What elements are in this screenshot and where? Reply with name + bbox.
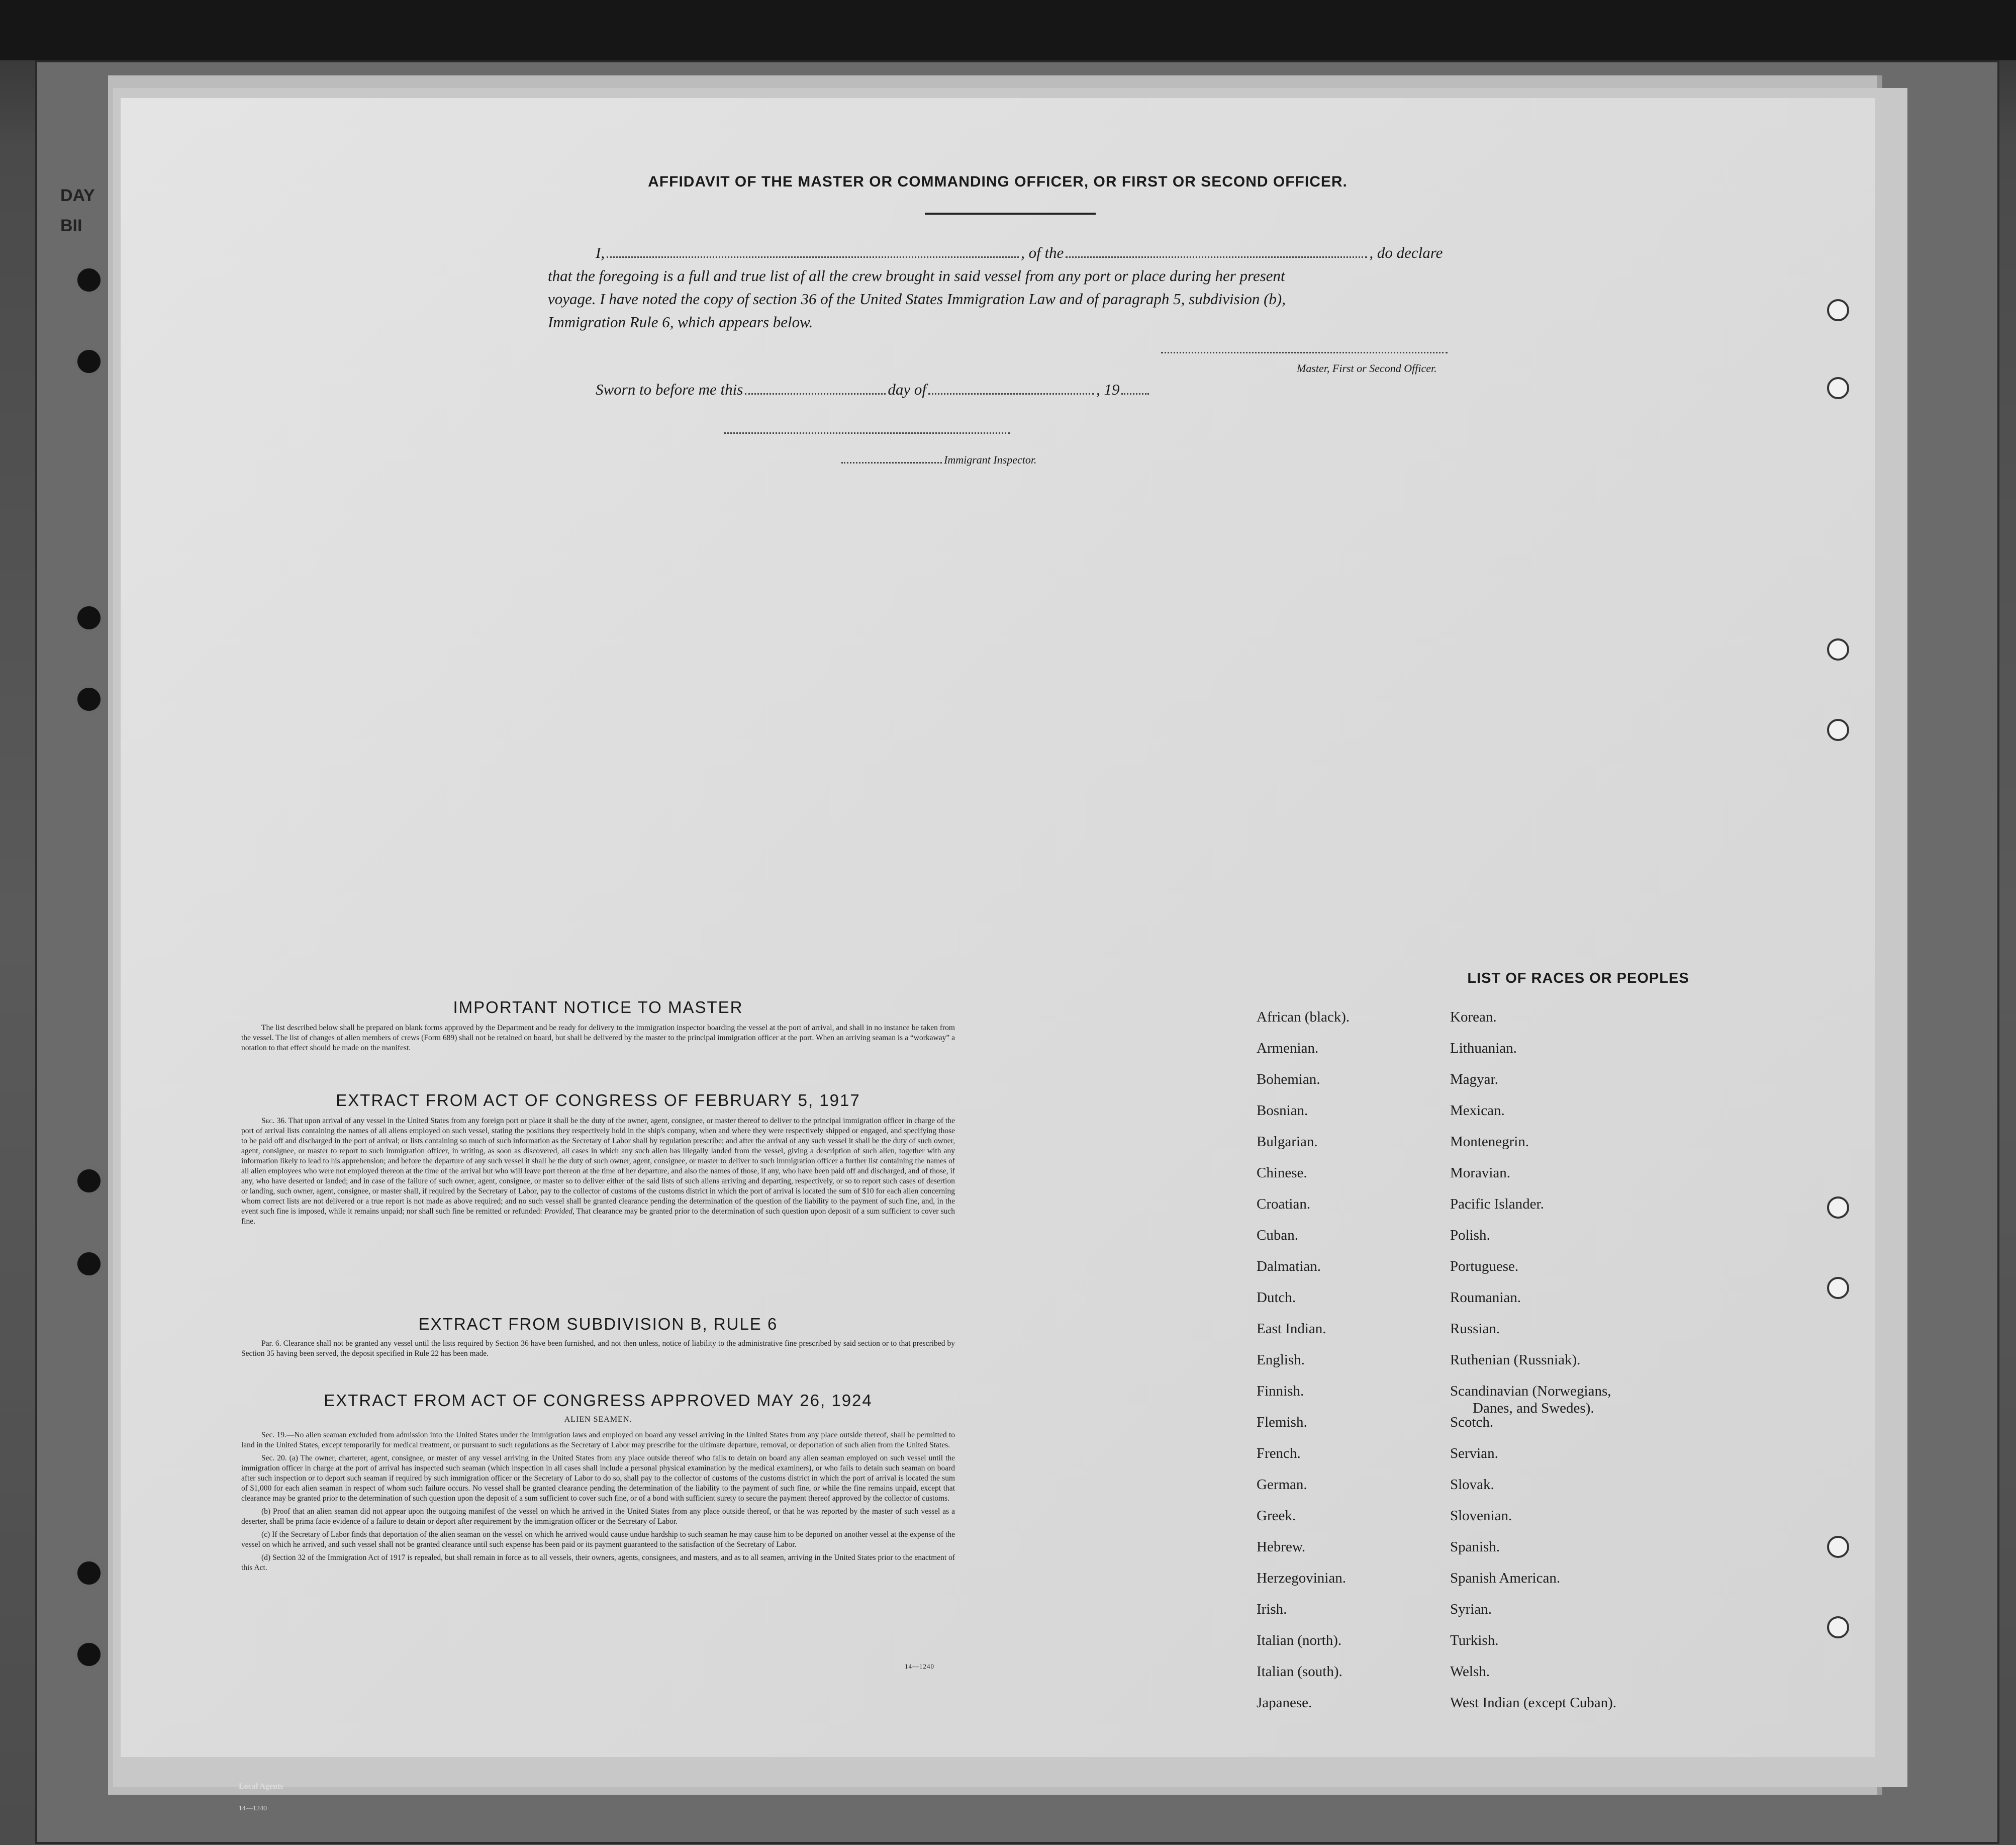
race-item: Slovak. xyxy=(1450,1477,1494,1493)
race-item: Polish. xyxy=(1450,1227,1490,1243)
section-36-end: That clearance may be granted prior to the determination of such question upon deposit of a sum sufficient to cover such fine. xyxy=(241,1207,955,1226)
document-page xyxy=(121,98,1875,1757)
section-36-text: That upon arrival of any vessel in the United States from any foreign port or place it shall be the duty of the owner, agent, consignee, or master thereof to deliver to the principal immigration officer in charge of the port of arrival lists containing the names of all aliens employed on such vessel, stating the positions they respectively hold in the ship's company, when and where they were respectively shipped or engaged, and specifying those to be paid off and discharged in the port of arrival; or lists containing so much of such information as the Secretary of Labor shall by regulation prescribe; and after the arrival of any such vessel it shall be the duty of such owner, agent, consignee, or master to report to such immigration officer, in writing, as soon as discovered, all cases in which any such alien has illegally landed from the vessel, giving a description of such alien, together with any information likely to lead to his apprehension; and before the departure of any such vessel it shall be the duty of such owner, agent, consignee, or master to deliver to such immigration officer a further list containing the names of all alien employees who were not employed thereon at the time of the arrival but who will leave port thereon at the time of her departure, and also the names of those, if any, who have been paid off and discharged, and of those, if any, who have deserted or landed; and in case of the failure of such owner, agent, consignee, or master so to deliver either of the said lists of such aliens arriving and departing, respectively, or so to report such cases of desertion or landing, such owner, agent, consignee, or master shall, if required by the Secretary of Labor, pay to the collector of customs of the customs district in which the port of arrival is located the sum of $10 for each alien concerning whom correct lists are not delivered or a true report is not made as above required; and no such vessel shall be granted clearance pending the determination of the question of the liability to the payment of such fine, and, in the event such fine is imposed, while it remains unpaid; nor shall such fine be remitted or refunded: xyxy=(241,1117,955,1216)
notice-paragraph: The list described below shall be prepared on blank forms approved by the Department and be ready for delivery to the immigration inspector boarding the vessel at the port of arrival, and shall in no instance be taken from the vessel. The list of changes of alien members of crews (Form 689) shall not be retained on board, but shall be delivered by the master to the principal immigration officer at the port. When an arriving seaman is a “workaway” a notation to that effect should be made on the manifest. xyxy=(241,1024,955,1052)
binder-hole xyxy=(74,347,104,376)
sworn-month-blank[interactable] xyxy=(928,390,1094,395)
extract-1917-title: EXTRACT FROM ACT OF CONGRESS OF FEBRUARY 5, 1917 xyxy=(336,1091,860,1110)
binder-hole xyxy=(74,1558,104,1588)
affidavit-line-2: that the foregoing is a full and true list of all the crew brought in said vessel from any port or place during her present xyxy=(548,267,1285,285)
race-item: Scotch. xyxy=(1450,1414,1494,1430)
binder-hole xyxy=(74,265,104,295)
affidavit-title: AFFIDAVIT OF THE MASTER OR COMMANDING OFFICER, OR FIRST OR SECOND OFFICER. xyxy=(648,173,1348,190)
races-title: LIST OF RACES OR PEOPLES xyxy=(1467,970,1689,986)
race-item: Dutch. xyxy=(1257,1289,1296,1306)
race-item: Russian. xyxy=(1450,1321,1500,1337)
sworn-day-of: day of xyxy=(888,381,926,398)
affidavit-line-4: Immigration Rule 6, which appears below. xyxy=(548,313,813,331)
punch-hole xyxy=(1827,299,1849,321)
section-20b-paragraph: (b) Proof that an alien seaman did not appear upon the outgoing manifest of the vessel on which he arrived in the United States from any place outside thereof, or that he was reported by the master of such vessel as a deserter, shall be prima facie evidence of a failure to detain or deport after requirement by the immigration officer or the Secretary of Labor. xyxy=(241,1507,955,1526)
affidavit-line-1 xyxy=(596,244,1443,262)
binder-hole xyxy=(74,603,104,632)
race-item: Irish. xyxy=(1257,1601,1287,1617)
sworn-day-blank[interactable] xyxy=(745,390,886,395)
section-36-paragraph xyxy=(241,1116,955,1227)
binder-hole xyxy=(74,1640,104,1669)
binder-hole xyxy=(74,1166,104,1195)
race-item: East Indian. xyxy=(1257,1321,1326,1337)
master-caption: Master, First or Second Officer. xyxy=(1297,362,1437,375)
extract-rule6-body xyxy=(241,1339,955,1362)
alien-seamen-subtitle: ALIEN SEAMEN. xyxy=(564,1415,632,1424)
edge-label-2: BII xyxy=(60,216,82,235)
section-20a-paragraph: Sec. 20. (a) The owner, charterer, agent, consignee, or master of any vessel arriving in the United States from any place outside thereof who fails to detain on board any alien seaman employed on such vessel until the immigration officer in charge at the port of arrival has inspected such seaman (which inspection in all cases shall include a personal physical examination by the medical examiners), or who fails to detain such seaman on board after such inspection or to deport such seaman if required by such immigration officer or the Secretary of Labor to do so, shall pay to the collector of customs of the customs district in which the port of arrival is located the sum of $1,000 for each alien seaman in respect of whom such failure occurs. No vessel shall be granted clearance pending the determination of the liability to the payment of such fine, or while the fine remains unpaid, except that clearance may be granted prior to the determination of such question upon the deposit of a sum sufficient to cover such fine, or of a bond with sufficient surety to secure the payment thereof approved by the collector of customs. xyxy=(241,1454,955,1503)
punch-hole xyxy=(1827,1196,1849,1219)
race-item-continued: Danes, and Swedes). xyxy=(1473,1400,1594,1416)
affidavit-i: I, xyxy=(596,244,605,261)
inspector-caption-line xyxy=(839,453,1037,467)
race-item: Slovenian. xyxy=(1450,1508,1512,1524)
name-blank[interactable] xyxy=(607,253,1019,258)
race-item: Herzegovinian. xyxy=(1257,1570,1346,1586)
punch-hole xyxy=(1827,1277,1849,1299)
notice-body xyxy=(241,1023,955,1056)
race-item: Italian (south). xyxy=(1257,1664,1342,1680)
race-item: West Indian (except Cuban). xyxy=(1450,1695,1617,1711)
extract-1924-title: EXTRACT FROM ACT OF CONGRESS APPROVED MAY 26, 1924 xyxy=(324,1391,873,1410)
race-item: Armenian. xyxy=(1257,1040,1319,1056)
race-item: Magyar. xyxy=(1450,1071,1498,1087)
section-20d-paragraph: (d) Section 32 of the Immigration Act of 1917 is repealed, but shall remain in force as to all vessels, their owners, agents, consignees, and masters, and as to all seamen, arriving in the United States prior to the enactment of this Act. xyxy=(241,1553,955,1572)
race-item: African (black). xyxy=(1257,1009,1350,1025)
affidavit-of-the: , of the xyxy=(1021,244,1064,261)
extract-1917-body xyxy=(241,1116,955,1230)
race-item: Korean. xyxy=(1450,1009,1497,1025)
race-item: Syrian. xyxy=(1450,1601,1492,1617)
bottom-form-number: 14—1240 xyxy=(239,1805,267,1812)
edge-label-1: DAY xyxy=(60,186,95,205)
punch-hole xyxy=(1827,719,1849,741)
race-item: Roumanian. xyxy=(1450,1289,1521,1306)
race-item: Dalmatian. xyxy=(1257,1258,1321,1274)
rule6-paragraph: Par. 6. Clearance shall not be granted any vessel until the lists required by Section 36 have been furnished, and not then unless, notice of liability to the administrative fine prescribed by said section or to that prescribed by Section 35 having been served, the deposit specified in Rule 22 has been made. xyxy=(241,1339,955,1358)
race-item: Finnish. xyxy=(1257,1383,1304,1399)
race-item: Moravian. xyxy=(1450,1165,1510,1181)
race-item: Welsh. xyxy=(1450,1664,1490,1680)
section-36-label: Sec. 36. xyxy=(261,1117,286,1125)
race-item: English. xyxy=(1257,1352,1305,1368)
race-item: Servian. xyxy=(1450,1445,1498,1461)
race-item: Bosnian. xyxy=(1257,1102,1308,1119)
top-strip xyxy=(0,0,2016,60)
race-item: French. xyxy=(1257,1445,1301,1461)
form-number: 14—1240 xyxy=(905,1663,934,1670)
race-item: Italian (north). xyxy=(1257,1632,1342,1648)
race-item: Chinese. xyxy=(1257,1165,1307,1181)
affidavit-line-3: voyage. I have noted the copy of section 36 of the United States Immigration Law and of paragraph 5, subdivision (b), xyxy=(548,290,1286,308)
binder-hole xyxy=(74,685,104,714)
race-item: Pacific Islander. xyxy=(1450,1196,1544,1212)
title-rule xyxy=(925,213,1096,215)
vessel-blank[interactable] xyxy=(1066,253,1367,258)
section-19-paragraph: Sec. 19.—No alien seaman excluded from admission into the United States under the immigration laws and employed on board any vessel arriving in the United States from any place outside thereof, shall be permitted to land in the United States, except temporarily for medical treatment, or pursuant to such regulations as the Secretary of Labor may prescribe for the ultimate departure, removal, or deportation of such alien from the United States. xyxy=(241,1431,955,1449)
race-item: Japanese. xyxy=(1257,1695,1312,1711)
affidavit-declare: , do declare xyxy=(1369,244,1443,261)
sworn-text: Sworn to before me this xyxy=(596,381,743,398)
race-item: Cuban. xyxy=(1257,1227,1298,1243)
race-item: Bohemian. xyxy=(1257,1071,1320,1087)
race-item: Spanish. xyxy=(1450,1539,1500,1555)
race-item: Turkish. xyxy=(1450,1632,1499,1648)
race-item: Mexican. xyxy=(1450,1102,1505,1119)
local-agents-label: Local Agents xyxy=(239,1782,283,1791)
punch-hole xyxy=(1827,377,1849,399)
notice-title: IMPORTANT NOTICE TO MASTER xyxy=(453,998,743,1017)
race-item: Montenegrin. xyxy=(1450,1134,1529,1150)
race-item: Lithuanian. xyxy=(1450,1040,1517,1056)
race-item: Portuguese. xyxy=(1450,1258,1519,1274)
punch-hole xyxy=(1827,1616,1849,1638)
extract-1924-body xyxy=(241,1430,955,1576)
sworn-line xyxy=(596,381,1151,399)
punch-hole xyxy=(1827,638,1849,661)
race-item: Flemish. xyxy=(1257,1414,1307,1430)
sworn-year-prefix: , 19 xyxy=(1096,381,1120,398)
inspector-caption-dots xyxy=(841,460,942,464)
extract-rule6-title: EXTRACT FROM SUBDIVISION B, RULE 6 xyxy=(418,1315,778,1333)
punch-hole xyxy=(1827,1536,1849,1558)
master-signature-line[interactable] xyxy=(1161,352,1448,353)
section-20c-paragraph: (c) If the Secretary of Labor finds that deportation of the alien seaman on the vessel on which he arrived would cause undue hardship to such seaman he may cause him to be deported on another vessel at the expense of the vessel on which he arrived, and such vessel shall not be granted clearance until such expense has been paid or its payment guaranteed to the satisfaction of the Secretary of Labor. xyxy=(241,1530,955,1549)
sworn-year-blank[interactable] xyxy=(1121,390,1149,395)
inspector-caption: Immigrant Inspector. xyxy=(944,453,1037,466)
race-item: Spanish American. xyxy=(1450,1570,1561,1586)
race-item: Ruthenian (Russniak). xyxy=(1450,1352,1581,1368)
race-item: German. xyxy=(1257,1477,1307,1493)
race-item: Scandinavian (Norwegians, xyxy=(1450,1383,1611,1399)
race-item: Greek. xyxy=(1257,1508,1296,1524)
race-item: Bulgarian. xyxy=(1257,1134,1318,1150)
binder-hole xyxy=(74,1249,104,1278)
race-item: Croatian. xyxy=(1257,1196,1311,1212)
inspector-signature-line[interactable] xyxy=(724,432,1010,434)
provided-word: Provided, xyxy=(544,1207,574,1216)
race-item: Hebrew. xyxy=(1257,1539,1306,1555)
